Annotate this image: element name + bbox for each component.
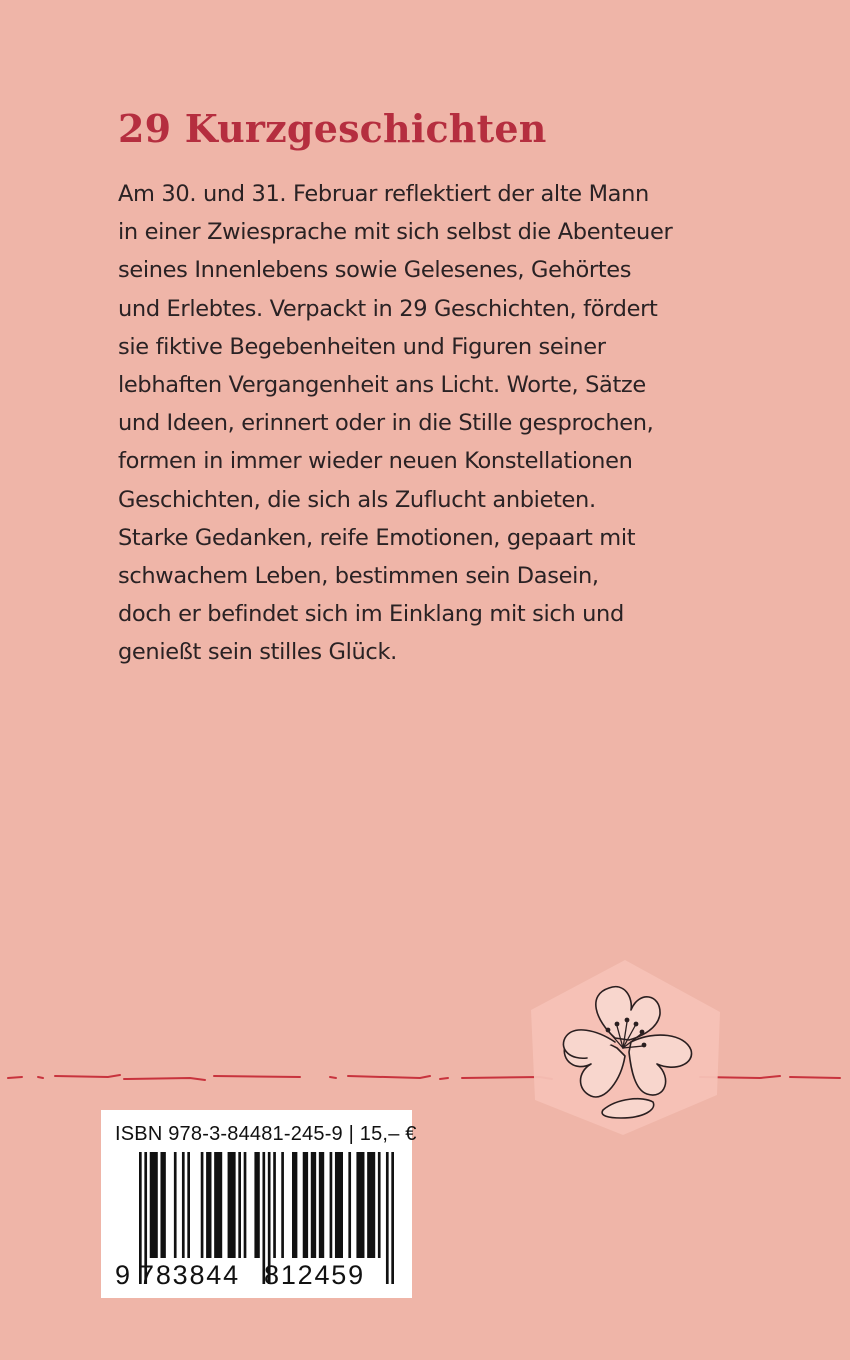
barcode-digit-first: 9 [115, 1260, 131, 1290]
barcode-bar [206, 1152, 211, 1258]
barcode-bar [367, 1152, 375, 1258]
barcode-digits-left: 783844 [139, 1260, 240, 1290]
barcode-bar [319, 1152, 324, 1258]
isbn-barcode [101, 1110, 417, 1298]
blurb-line: in einer Zwiesprache mit sich selbst die Abenteuer [118, 219, 673, 246]
barcode-bar [150, 1152, 158, 1258]
barcode-bar [254, 1152, 259, 1258]
blurb-line: Geschichten, die sich als Zuflucht anbieten. [118, 486, 596, 513]
barcode-bar [201, 1152, 204, 1258]
barcode-bar [244, 1152, 247, 1258]
barcode-bar [214, 1152, 222, 1258]
barcode-bar [311, 1152, 316, 1258]
barcode-bar [356, 1152, 364, 1258]
barcode-bar [182, 1152, 185, 1258]
barcode-bar [174, 1152, 177, 1258]
blurb-line: doch er befindet sich im Einklang mit sich und [118, 601, 624, 628]
barcode-digits-right: 812459 [264, 1260, 365, 1290]
barcode-bar [348, 1152, 351, 1258]
book-blurb [118, 175, 738, 672]
blurb-line: sie fiktive Begebenheiten und Figuren seiner [118, 333, 606, 360]
barcode-bar [273, 1152, 276, 1258]
blurb-line: formen in immer wieder neuen Konstellationen [118, 448, 633, 475]
barcode-bar [281, 1152, 284, 1258]
barcode-bar [303, 1152, 308, 1258]
barcode-bar [238, 1152, 241, 1258]
blurb-line: genießt sein stilles Glück. [118, 639, 397, 666]
barcode-guard-bar [391, 1152, 394, 1284]
blurb-line: schwachem Leben, bestimmen sein Dasein, [118, 563, 599, 590]
barcode-bar [335, 1152, 343, 1258]
barcode-bar [187, 1152, 190, 1258]
isbn-label: ISBN 978-3-84481-245-9 | 15,– € [115, 1123, 417, 1145]
book-title: 29 Kurzgeschichten [118, 106, 547, 151]
barcode-bar [292, 1152, 297, 1258]
blurb-line: Starke Gedanken, reife Emotionen, gepaart mit [118, 524, 636, 551]
barcode-bar [330, 1152, 333, 1258]
blurb-line: und Ideen, erinnert oder in die Stille gesprochen, [118, 410, 654, 437]
barcode-guard-bar [386, 1152, 389, 1284]
barcode-bar [378, 1152, 381, 1258]
blurb-line: Am 30. und 31. Februar reflektiert der alte Mann [118, 181, 649, 207]
cherry-blossom-icon [525, 960, 725, 1135]
blurb-line: und Erlebtes. Verpackt in 29 Geschichten, fördert [118, 295, 658, 322]
barcode-bar [228, 1152, 236, 1258]
barcode-bar [160, 1152, 165, 1258]
blurb-line: seines Innenlebens sowie Gelesenes, Gehörtes [118, 257, 632, 284]
blurb-line: lebhaften Vergangenheit ans Licht. Worte, Sätze [118, 372, 646, 399]
